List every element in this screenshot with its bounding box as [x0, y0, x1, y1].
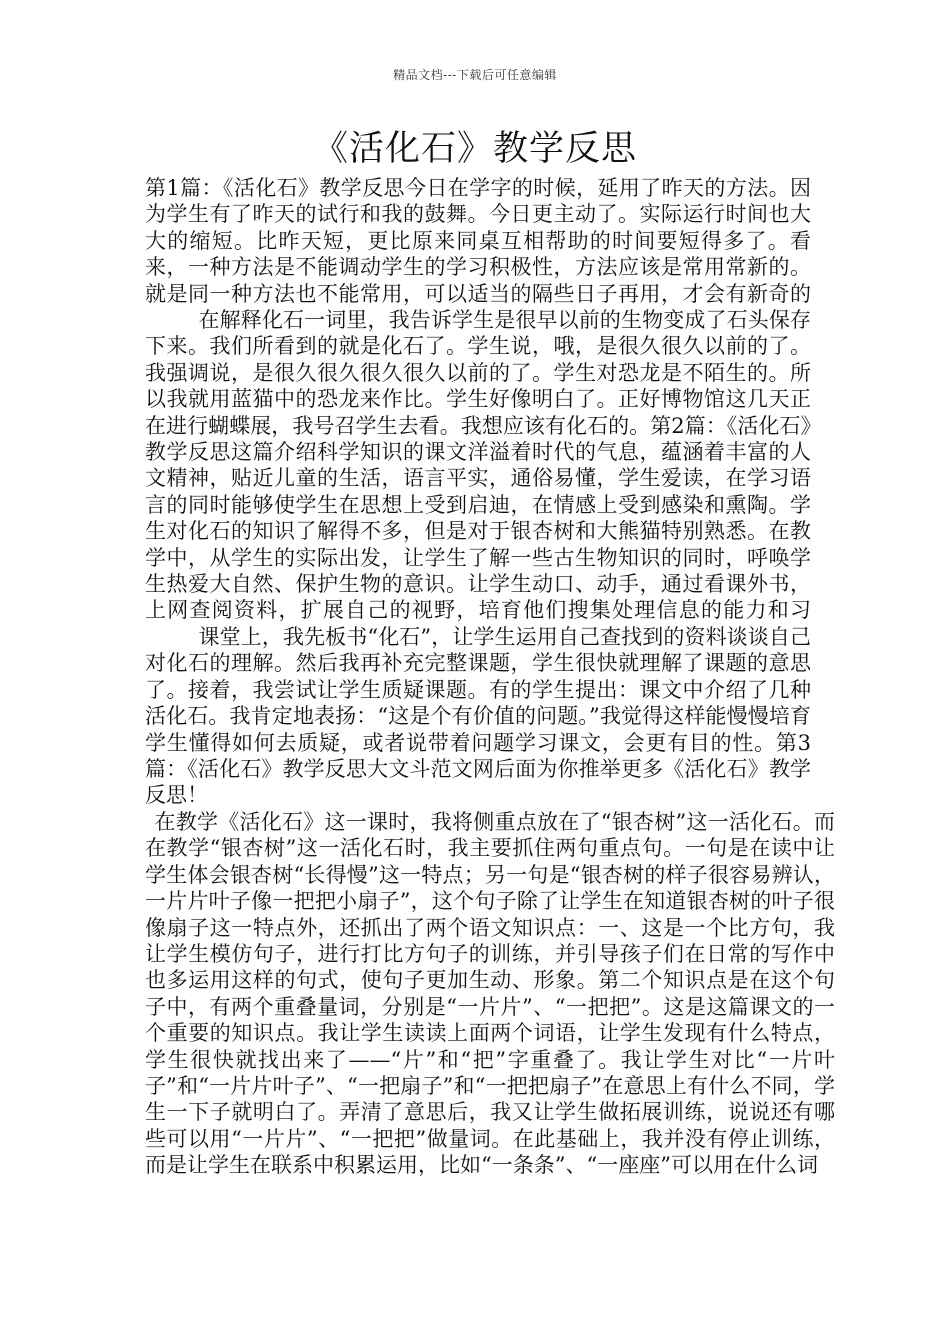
page-header: 精品文档---下载后可任意编辑 [393, 68, 557, 82]
document-title: 《活化石》教学反思 [312, 129, 637, 169]
paragraph: 在解释化石一词里，我告诉学生是很早以前的生物变成了石头保存下来。我们所看到的就是化石了。学生说，哦，是很久很久以前的了。我强调说，是很久很久很久很久以前的了。学生对恐龙是不陌生的。所以我就用蓝猫中的恐龙来作比。学生好像明白了。正好博物馆这几天正在进行蝴蝶展，我号召学生去看。我想应该有化石的。第2篇：《活化石》教学反思这篇介绍科学知识的课文洋溢着时代的气息，蕴涵着丰富的人文精神，贴近儿童的生活，语言平实，通俗易懂，学生爱读，在学习语言的同时能够使学生在思想上受到启迪，在情感上受到感染和熏陶。学生对化石的知识了解得不多，但是对于银杏树和大熊猫特别熟悉。在教学中，从学生的实际出发，让学生了解一些古生物知识的同时，呼唤学生热爱大自然、保护生物的意识。让学生动口、动手，通过看课外书，上网查阅资料，扩展自己的视野，培育他们搜集处理信息的能力和习 [145, 308, 811, 623]
paragraph: 第1篇：《活化石》教学反思今日在学字的时候，延用了昨天的方法。因为学生有了昨天的试行和我的鼓舞。今日更主动了。实际运行时间也大大的缩短。比昨天短，更比原来同桌互相帮助的时间要短得多了。看来，一种方法是不能调动学生的学习积极性，方法应该是常用常新的。就是同一种方法也不能常用，可以适当的隔些日子再用，才会有新奇的 [145, 176, 811, 306]
document-body [145, 175, 835, 1212]
paragraph: 在教学《活化石》这一课时，我将侧重点放在了“银杏树”这一活化石。而在教学“银杏树”这一活化石时，我主要抓住两句重点句。一句是在读中让学生体会银杏树“长得慢”这一特点；另一句是“银杏树的样子很容易辨认，一片片叶子像一把把小扇子”，这个句子除了让学生在知道银杏树的叶子很像扇子这一特点外，还抓出了两个语文知识点：一、这是一个比方句，我让学生模仿句子，进行打比方句子的训练，并引导孩子们在日常的写作中也多运用这样的句式，使句子更加生动、形象。第二个知识点是在这个句子中，有两个重叠量词，分别是“一片片”、“一把把”。这是这篇课文的一个重要的知识点。我让学生读读上面两个词语，让学生发现有什么特点，学生很快就找出来了——“片”和“把”字重叠了。我让学生对比“一片叶子”和“一片片叶子”、“一把扇子”和“一把把扇子”在意思上有什么不同，学生一下子就明白了。弄清了意思后，我又让学生做拓展训练，说说还有哪些可以用“一片片”、“一把把”做量词。在此基础上，我并没有停止训练，而是让学生在联系中积累运用，比如“一条条”、“一座座”可以用在什么词 [145, 810, 835, 1178]
paragraph: 课堂上，我先板书“化石”，让学生运用自己查找到的资料谈谈自己对化石的理解。然后我再补充完整课题，学生很快就理解了课题的意思了。接着，我尝试让学生质疑课题。有的学生提出：课文中介绍了几种活化石。我肯定地表扬：“这是个有价值的问题。”我觉得这样能慢慢培育学生懂得如何去质疑，或者说带着问题学习课文，会更有目的性。第3篇：《活化石》教学反思大文斗范文网后面为你推举更多《活化石》教学反思！ [145, 625, 811, 808]
